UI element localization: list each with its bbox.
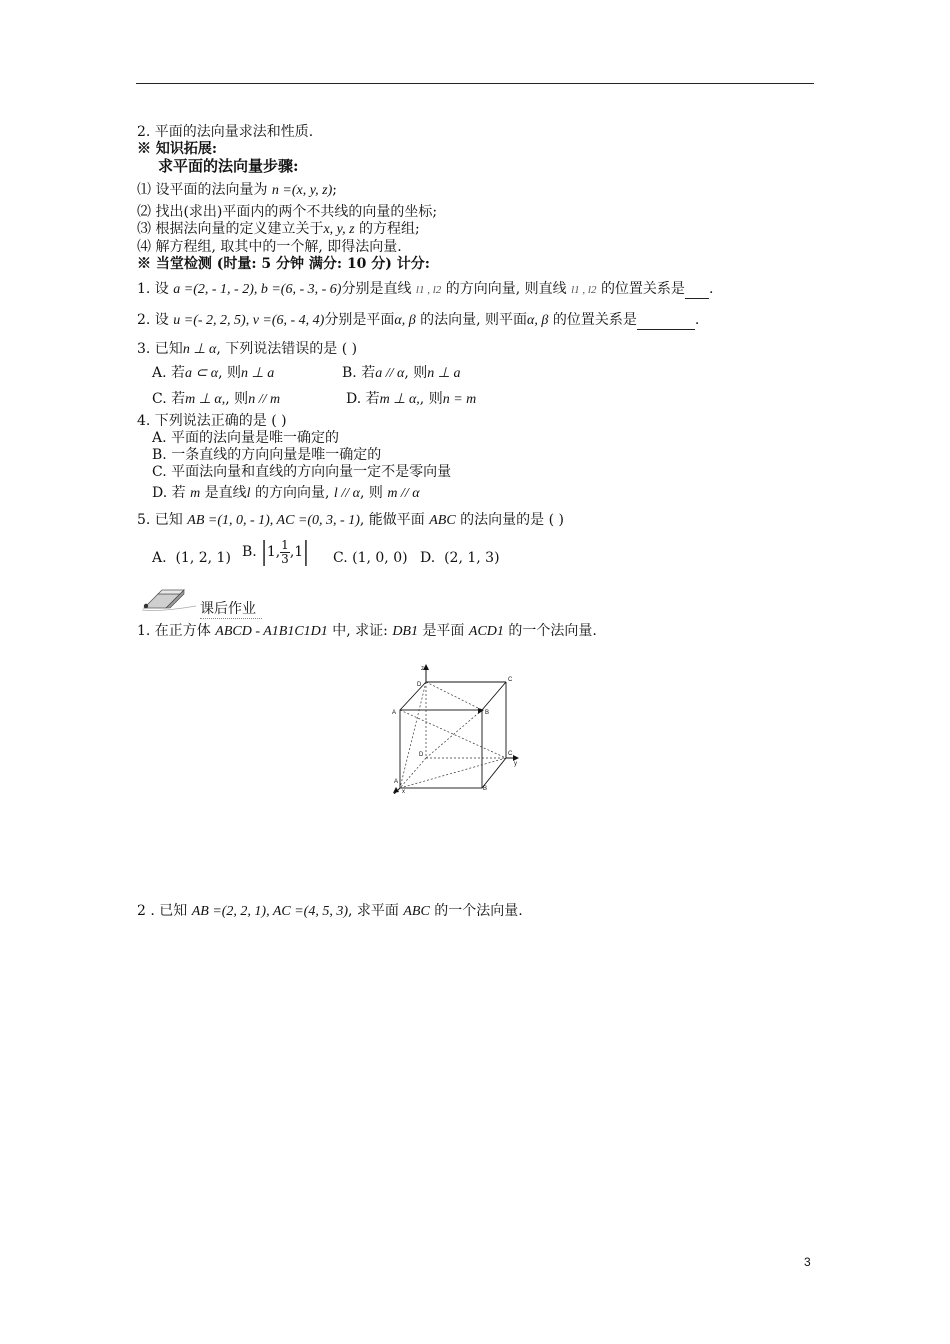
question-5-option-c: C. (1, 0, 0) (333, 550, 408, 566)
question-4-option-d: D. 若 m 是直线l 的方向向量, l // α, 则 m // α (152, 485, 420, 501)
svg-text:D: D (419, 752, 424, 758)
svg-text:C: C (508, 677, 513, 683)
question-4-option-c: C. 平面法向量和直线的方向向量一定不是零向量 (152, 464, 452, 480)
question-4-option-b: B. 一条直线的方向向量是唯一确定的 (152, 447, 382, 463)
svg-text:B: B (485, 710, 490, 716)
step-1: ⑴ 设平面的法向量为 n =(x, y, z); (137, 182, 337, 198)
question-5-option-a: A. (1, 2, 1) (152, 550, 231, 566)
question-3-option-c: C. 若m ⊥ α,, 则n // m (152, 391, 281, 407)
question-3-option-d: D. 若m ⊥ α,, 则n = m (346, 391, 477, 407)
svg-text:x: x (402, 789, 405, 794)
svg-text:A: A (392, 710, 397, 716)
step-4: ⑷ 解方程组, 取其中的一个解, 即得法向量. (137, 239, 402, 255)
steps-heading: 求平面的法向量步骤: (158, 157, 299, 175)
answer-blank (685, 280, 709, 299)
svg-text:y: y (514, 761, 517, 767)
header-rule (136, 83, 814, 84)
answer-blank (637, 311, 695, 330)
question-5: 5. 已知 AB =(1, 0, - 1), AC =(0, 3, - 1), 能做平面 ABC 的法向量的是 ( ) (137, 512, 564, 528)
question-3-option-a: A. 若a ⊂ α, 则n ⊥ a (152, 365, 275, 381)
step-2: ⑵ 找出(求出)平面内的两个不共线的向量的坐标; (137, 204, 438, 220)
svg-text:A: A (394, 779, 399, 785)
quiz-heading: ※ 当堂检测 (时量: 5 分钟 满分: 10 分) 计分: (137, 256, 430, 272)
svg-text:z: z (421, 666, 424, 672)
page-number: 3 (804, 1255, 811, 1269)
question-2: 2. 设 u =(- 2, 2, 5), v =(6, - 4, 4)分别是平面α, β 的法向量, 则平面α, β 的位置关系是 . (137, 312, 700, 328)
book-icon (140, 588, 198, 612)
step-3: ⑶ 根据法向量的定义建立关于x, y, z 的方程组; (137, 221, 420, 237)
question-4-option-a: A. 平面的法向量是唯一确定的 (152, 430, 340, 446)
question-4: 4. 下列说法正确的是 ( ) (137, 413, 287, 429)
homework-title: 课后作业 (200, 598, 262, 619)
section-heading: 2. 平面的法向量求法和性质. (137, 124, 314, 140)
cube-figure (390, 662, 530, 794)
question-1: 1. 设 a =(2, - 1, - 2), b =(6, - 3, - 6)分别是直线 l1 , l2 的方向向量, 则直线 l1 , l2 的位置关系是 . (137, 281, 714, 297)
svg-text:B: B (483, 786, 488, 792)
question-5-option-d: D. (2, 1, 3) (420, 550, 500, 566)
question-5-option-b: B. |1, $\frac{1}{3}$ ,1| (242, 536, 309, 567)
knowledge-extension-heading: ※ 知识拓展: (137, 141, 218, 157)
homework-question-1: 1. 在正方体 ABCD - A1B1C1D1 中, 求证: DB1 是平面 ACD1 的一个法向量. (137, 623, 597, 639)
homework-question-2: 2 . 已知 AB =(2, 2, 1), AC =(4, 5, 3), 求平面 ABC 的一个法向量. (137, 903, 523, 919)
question-3: 3. 已知n ⊥ α, 下列说法错误的是 ( ) (137, 341, 358, 357)
svg-text:D: D (417, 682, 422, 688)
svg-text:C: C (508, 751, 513, 757)
question-3-option-b: B. 若a // α, 则n ⊥ a (342, 365, 461, 381)
